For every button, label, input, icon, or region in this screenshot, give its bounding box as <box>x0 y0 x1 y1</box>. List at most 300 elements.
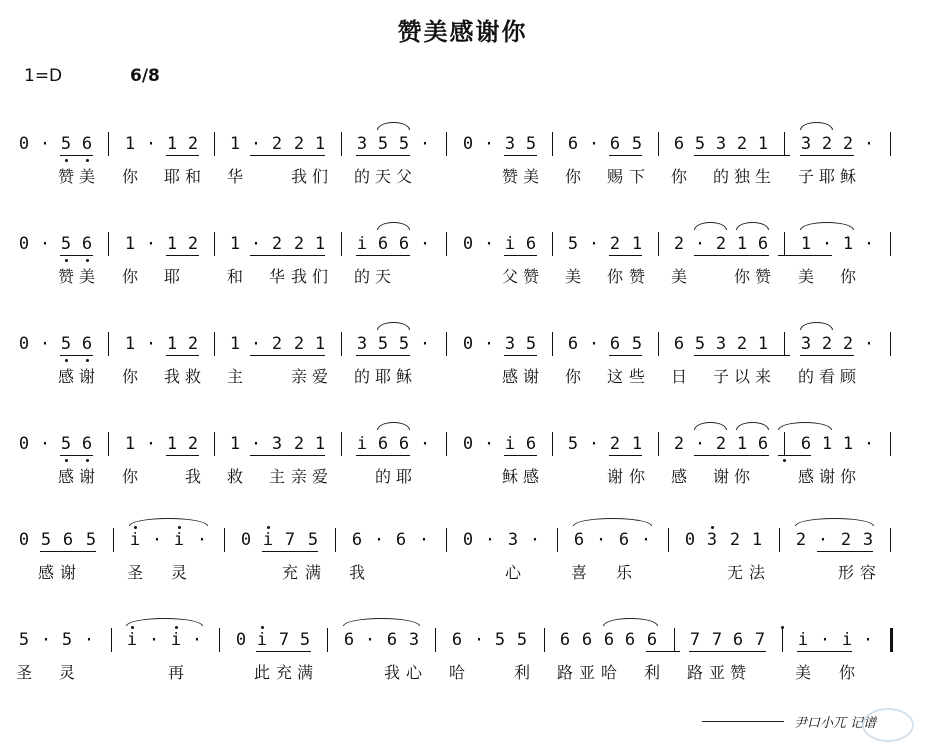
beam-underline <box>262 551 318 552</box>
slur-mark <box>603 618 658 626</box>
note: 2 <box>609 434 621 454</box>
note: 1 <box>842 434 854 454</box>
high-octave-dot <box>267 526 270 529</box>
note: 1 <box>800 234 812 254</box>
high-octave-dot <box>711 526 714 529</box>
note: 2 <box>293 334 305 354</box>
barline <box>219 628 220 652</box>
score-line-3 <box>0 330 925 420</box>
beam-underline <box>356 355 410 356</box>
lyric-syllable: 下 <box>628 167 645 186</box>
barline <box>658 332 659 356</box>
beam-underline <box>166 255 199 256</box>
note: 3 <box>504 134 516 154</box>
lyric-syllable: 感 <box>501 367 518 386</box>
note-row <box>0 626 925 658</box>
lyric-syllable: 看 <box>818 367 835 386</box>
beam-underline <box>694 355 790 356</box>
lyric-syllable: 父 <box>501 267 518 286</box>
note: 6 <box>732 630 744 650</box>
beam-underline <box>60 355 93 356</box>
note: 6 <box>624 630 636 650</box>
lyric-syllable: 美 <box>794 663 811 682</box>
lyric-syllable: 哈 <box>600 663 617 682</box>
lyric-row <box>0 264 925 290</box>
note: 6 <box>451 630 463 650</box>
note: 5 <box>40 530 52 550</box>
barline <box>446 528 447 552</box>
beam-underline <box>817 551 873 552</box>
note: i <box>262 530 274 550</box>
lyric-syllable: 你 <box>628 467 645 486</box>
note: 0 <box>18 334 30 354</box>
beam-underline <box>40 551 96 552</box>
barline <box>779 528 780 552</box>
barline <box>108 432 109 456</box>
lyric-syllable: 亲 <box>290 467 307 486</box>
beam-underline <box>800 155 854 156</box>
note: 2 <box>795 530 807 550</box>
beam-underline <box>60 155 93 156</box>
note: 3 <box>271 434 283 454</box>
lyric-syllable: 美 <box>78 167 95 186</box>
lyric-syllable: 的 <box>353 267 370 286</box>
lyric-syllable: 天 <box>374 167 391 186</box>
duration-dot: · <box>145 334 157 354</box>
note: 2 <box>293 234 305 254</box>
beam-underline <box>694 455 769 456</box>
note: 5 <box>299 630 311 650</box>
note: 1 <box>314 234 326 254</box>
duration-dot: · <box>364 630 376 650</box>
note: 6 <box>757 234 769 254</box>
note: 1 <box>631 234 643 254</box>
duration-dot: · <box>39 334 51 354</box>
note: 0 <box>18 134 30 154</box>
lyric-syllable: 赞 <box>57 267 74 286</box>
barline <box>446 132 447 156</box>
lyric-syllable: 我 <box>184 467 201 486</box>
lyric-syllable: 我 <box>290 167 307 186</box>
slur-mark <box>343 618 420 626</box>
barline <box>552 332 553 356</box>
lyric-syllable: 你 <box>121 267 138 286</box>
lyric-syllable: 赞 <box>57 167 74 186</box>
note: 6 <box>567 134 579 154</box>
lyric-syllable: 哈 <box>448 663 465 682</box>
note: 6 <box>525 234 537 254</box>
beam-underline <box>356 455 410 456</box>
lyric-syllable: 我 <box>383 663 400 682</box>
note: 3 <box>862 530 874 550</box>
note: 5 <box>516 630 528 650</box>
lyric-syllable: 主 <box>226 367 243 386</box>
note: 2 <box>842 134 854 154</box>
lyric-syllable: 乐 <box>615 563 632 582</box>
lyric-syllable: 亲 <box>290 367 307 386</box>
duration-dot: · <box>863 334 875 354</box>
duration-dot: · <box>483 334 495 354</box>
duration-dot: · <box>862 630 874 650</box>
lyric-syllable: 我 <box>163 367 180 386</box>
score-line-6 <box>0 626 925 716</box>
lyric-syllable: 稣 <box>501 467 518 486</box>
lyric-syllable: 谢 <box>59 563 76 582</box>
note: 6 <box>609 134 621 154</box>
note: 2 <box>293 134 305 154</box>
lyric-syllable: 谢 <box>522 367 539 386</box>
duration-dot: · <box>39 234 51 254</box>
barline <box>552 232 553 256</box>
barline <box>784 232 785 256</box>
note: 3 <box>507 530 519 550</box>
beam-underline <box>778 255 832 256</box>
note: 6 <box>646 630 658 650</box>
duration-dot: · <box>817 530 829 550</box>
duration-dot: · <box>145 234 157 254</box>
note: 0 <box>684 530 696 550</box>
barline <box>341 432 342 456</box>
note: 0 <box>462 134 474 154</box>
lyric-syllable: 感 <box>57 367 74 386</box>
note: 3 <box>706 530 718 550</box>
note-row <box>0 130 925 162</box>
barline <box>890 232 891 256</box>
note: 6 <box>62 530 74 550</box>
duration-dot: · <box>39 434 51 454</box>
beam-underline <box>609 155 642 156</box>
lyric-syllable: 美 <box>78 267 95 286</box>
barline <box>658 132 659 156</box>
note: 0 <box>18 434 30 454</box>
lyric-syllable: 华 <box>226 167 243 186</box>
note: 6 <box>377 234 389 254</box>
note: 1 <box>314 334 326 354</box>
duration-dot: · <box>588 434 600 454</box>
note: 6 <box>398 434 410 454</box>
lyric-syllable: 生 <box>754 167 771 186</box>
lyric-row <box>0 560 925 586</box>
note: 1 <box>229 234 241 254</box>
lyric-syllable: 美 <box>797 267 814 286</box>
lyric-syllable: 美 <box>522 167 539 186</box>
beam-underline <box>250 155 325 156</box>
note: 5 <box>60 134 72 154</box>
note: 2 <box>736 334 748 354</box>
lyric-syllable: 谢 <box>712 467 729 486</box>
duration-dot: · <box>588 234 600 254</box>
barline <box>327 628 328 652</box>
note: 1 <box>124 134 136 154</box>
note: 6 <box>618 530 630 550</box>
lyric-syllable: 赞 <box>729 663 746 682</box>
note: 5 <box>694 334 706 354</box>
slur-mark <box>800 322 833 330</box>
lyric-syllable: 路 <box>556 663 573 682</box>
note: 0 <box>462 530 474 550</box>
note: 2 <box>673 234 685 254</box>
barline <box>214 232 215 256</box>
note: 0 <box>462 434 474 454</box>
duration-dot: · <box>419 434 431 454</box>
lyric-syllable: 你 <box>606 267 623 286</box>
lyric-syllable: 独 <box>733 167 750 186</box>
note: i <box>797 630 809 650</box>
note: 2 <box>715 234 727 254</box>
score-line-5 <box>0 526 925 616</box>
slur-mark <box>694 222 727 230</box>
lyric-syllable: 赞 <box>754 267 771 286</box>
note: 6 <box>581 630 593 650</box>
note: 1 <box>166 434 178 454</box>
lyric-syllable: 心 <box>405 663 422 682</box>
lyric-syllable: 美 <box>564 267 581 286</box>
note: 5 <box>398 334 410 354</box>
lyric-syllable: 稣 <box>839 167 856 186</box>
lyric-syllable: 主 <box>268 467 285 486</box>
barline <box>108 132 109 156</box>
lyric-row <box>0 660 925 686</box>
note: 7 <box>284 530 296 550</box>
beam-underline <box>646 651 680 652</box>
duration-dot: · <box>529 530 541 550</box>
barline <box>784 432 785 456</box>
lyric-syllable: 谢 <box>818 467 835 486</box>
low-octave-dot <box>86 259 89 262</box>
slur-mark <box>736 422 769 430</box>
lyric-syllable: 父 <box>395 167 412 186</box>
lyric-syllable: 我 <box>348 563 365 582</box>
duration-dot: · <box>419 334 431 354</box>
note: 0 <box>18 530 30 550</box>
lyric-syllable: 路 <box>686 663 703 682</box>
barline <box>341 232 342 256</box>
lyric-syllable: 这 <box>606 367 623 386</box>
key-signature: 1=D <box>24 66 63 86</box>
note: 5 <box>631 334 643 354</box>
lyric-syllable: 来 <box>754 367 771 386</box>
low-octave-dot <box>65 259 68 262</box>
beam-underline <box>609 455 642 456</box>
beam-underline <box>694 255 769 256</box>
lyric-syllable: 赞 <box>501 167 518 186</box>
note: i <box>356 234 368 254</box>
lyric-row <box>0 364 925 390</box>
note: 6 <box>81 434 93 454</box>
note: 6 <box>609 334 621 354</box>
note: 2 <box>673 434 685 454</box>
note: 5 <box>525 134 537 154</box>
lyric-syllable: 顾 <box>839 367 856 386</box>
lyric-syllable: 救 <box>184 367 201 386</box>
note: 1 <box>751 530 763 550</box>
barline <box>674 628 675 652</box>
note: 7 <box>278 630 290 650</box>
note: 2 <box>715 434 727 454</box>
note: 5 <box>377 134 389 154</box>
beam-underline <box>689 651 766 652</box>
high-octave-dot <box>781 626 784 629</box>
note: 1 <box>124 234 136 254</box>
note: 2 <box>293 434 305 454</box>
note: 3 <box>715 134 727 154</box>
note: 1 <box>229 434 241 454</box>
barline <box>108 232 109 256</box>
note: 1 <box>314 434 326 454</box>
slur-mark <box>694 422 727 430</box>
lyric-syllable: 们 <box>311 267 328 286</box>
barline <box>111 628 112 652</box>
lyric-syllable: 灵 <box>58 663 75 682</box>
lyric-syllable: 此 <box>253 663 270 682</box>
lyric-syllable: 你 <box>733 467 750 486</box>
lyric-syllable: 你 <box>838 663 855 682</box>
lyric-syllable: 以 <box>733 367 750 386</box>
note: i <box>173 530 185 550</box>
barline <box>552 132 553 156</box>
note: 1 <box>736 434 748 454</box>
lyric-syllable: 爱 <box>311 467 328 486</box>
high-octave-dot <box>175 626 178 629</box>
note: 5 <box>307 530 319 550</box>
note: 6 <box>567 334 579 354</box>
lyric-syllable: 的 <box>797 367 814 386</box>
score-line-2 <box>0 230 925 320</box>
watermark-logo <box>862 708 914 742</box>
note: i <box>841 630 853 650</box>
note: 0 <box>462 234 474 254</box>
duration-dot: · <box>373 530 385 550</box>
barline <box>668 528 669 552</box>
beam-underline <box>60 455 93 456</box>
barline <box>214 332 215 356</box>
lyric-syllable: 耶 <box>395 467 412 486</box>
lyric-row <box>0 164 925 190</box>
note: 5 <box>60 234 72 254</box>
lyric-syllable: 你 <box>564 167 581 186</box>
lyric-syllable: 赐 <box>606 167 623 186</box>
beam-underline <box>778 455 811 456</box>
beam-underline <box>256 651 311 652</box>
duration-dot: · <box>151 530 163 550</box>
lyric-syllable: 的 <box>353 167 370 186</box>
duration-dot: · <box>483 134 495 154</box>
lyric-syllable: 稣 <box>395 367 412 386</box>
note: 6 <box>573 530 585 550</box>
note-row <box>0 526 925 558</box>
note: 1 <box>124 434 136 454</box>
barline <box>446 432 447 456</box>
note: 2 <box>187 334 199 354</box>
low-octave-dot <box>86 159 89 162</box>
note: 3 <box>356 334 368 354</box>
note: 6 <box>81 134 93 154</box>
lyric-syllable: 感 <box>522 467 539 486</box>
note: 1 <box>166 334 178 354</box>
note: 6 <box>386 630 398 650</box>
duration-dot: · <box>863 134 875 154</box>
lyric-syllable: 些 <box>628 367 645 386</box>
slur-mark <box>126 618 203 626</box>
final-barline <box>890 628 893 652</box>
note: 3 <box>504 334 516 354</box>
note: 6 <box>343 630 355 650</box>
note: i <box>504 234 516 254</box>
lyric-syllable: 充 <box>275 663 292 682</box>
duration-dot: · <box>483 234 495 254</box>
low-octave-dot <box>783 459 786 462</box>
note: 5 <box>631 134 643 154</box>
note: 5 <box>494 630 506 650</box>
note: 3 <box>800 334 812 354</box>
score-line-1 <box>0 130 925 220</box>
note: 6 <box>673 134 685 154</box>
barline <box>784 332 785 356</box>
note-row <box>0 430 925 462</box>
lyric-syllable: 你 <box>670 167 687 186</box>
lyric-syllable: 天 <box>374 267 391 286</box>
note: 5 <box>525 334 537 354</box>
duration-dot: · <box>473 630 485 650</box>
note: 1 <box>124 334 136 354</box>
note: 2 <box>187 434 199 454</box>
duration-dot: · <box>250 334 262 354</box>
barline <box>890 332 891 356</box>
beam-underline <box>800 355 854 356</box>
lyric-syllable: 感 <box>57 467 74 486</box>
lyric-syllable: 法 <box>748 563 765 582</box>
high-octave-dot <box>134 526 137 529</box>
note: 3 <box>715 334 727 354</box>
lyric-syllable: 爱 <box>311 367 328 386</box>
lyric-syllable: 你 <box>564 367 581 386</box>
lyric-syllable: 你 <box>121 467 138 486</box>
barline <box>214 132 215 156</box>
duration-dot: · <box>483 434 495 454</box>
beam-underline <box>504 455 537 456</box>
note: 6 <box>757 434 769 454</box>
lyric-syllable: 子 <box>712 367 729 386</box>
note: 3 <box>800 134 812 154</box>
note: 5 <box>377 334 389 354</box>
note: i <box>256 630 268 650</box>
note: 5 <box>694 134 706 154</box>
lyric-syllable: 耶 <box>163 167 180 186</box>
lyric-syllable: 谢 <box>606 467 623 486</box>
high-octave-dot <box>178 526 181 529</box>
barline <box>557 528 558 552</box>
credit-rule <box>702 721 784 722</box>
lyric-syllable: 赞 <box>628 267 645 286</box>
beam-underline <box>356 155 410 156</box>
barline <box>890 132 891 156</box>
lyric-syllable: 你 <box>839 467 856 486</box>
credit-text: 尹口小兀 记谱 <box>794 716 877 731</box>
beam-underline <box>166 155 199 156</box>
lyric-syllable: 和 <box>184 167 201 186</box>
duration-dot: · <box>196 530 208 550</box>
beam-underline <box>504 355 537 356</box>
note: 6 <box>351 530 363 550</box>
note: 2 <box>187 134 199 154</box>
note: i <box>129 530 141 550</box>
lyric-syllable: 你 <box>121 367 138 386</box>
lyric-syllable: 的 <box>712 167 729 186</box>
note: 2 <box>271 334 283 354</box>
note: i <box>504 434 516 454</box>
barline <box>214 432 215 456</box>
barline <box>658 232 659 256</box>
